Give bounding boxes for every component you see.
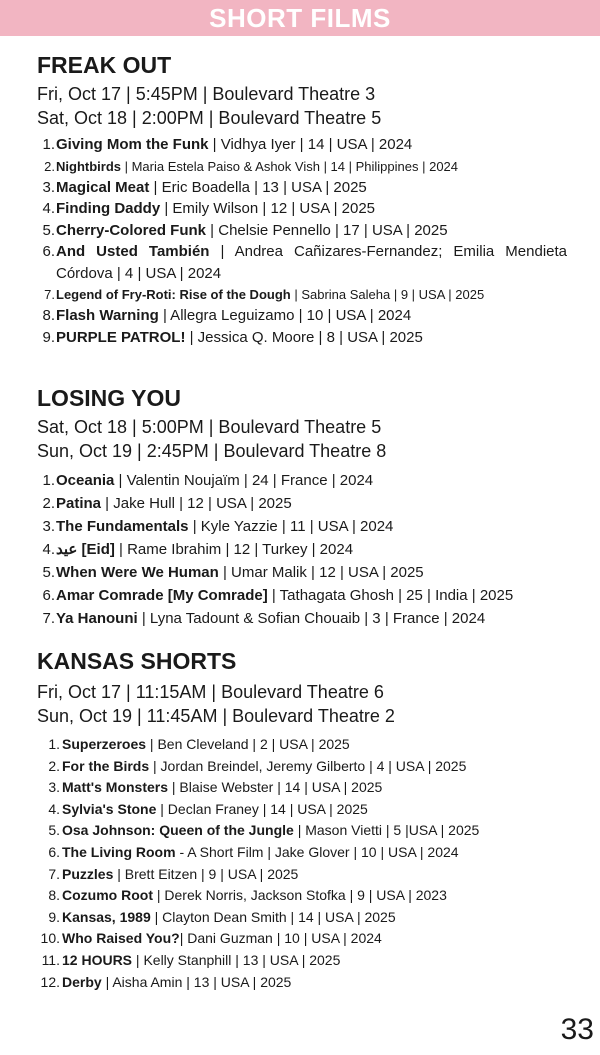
film-details: | Andrea Cañizares-Fernandez; Emilia Mendieta Córdova | 4 | USA | 2024 [56,243,568,282]
film-details: | Lyna Tadount & Sofian Chouaib | 3 | France | 2024 [137,610,486,627]
film-title: Sylvia's Stone [62,800,157,817]
showtime: Sun, Oct 19 | 2:45PM | Boulevard Theatre 8 [37,441,387,461]
film-title: Amar Comrade [My Comrade] [56,587,268,604]
film-title: Matt's Monsters [62,779,169,796]
film-title: The Fundamentals [56,518,189,535]
film-item [37,327,567,349]
film-title: Ya Hanouni [56,610,138,627]
film-title: Flash Warning [56,307,159,324]
section-kansas-shorts [37,648,567,993]
film-list [37,134,567,348]
film-number: 3. [42,518,55,535]
film-item [37,799,567,821]
film-item [37,777,567,799]
section-title: FREAK OUT [37,52,172,78]
film-title: Derby [62,973,102,990]
film-details: | Umar Malik | 12 | USA | 2025 [218,564,424,581]
film-details: | Eric Boadella | 13 | USA | 2025 [149,178,367,196]
film-item [37,864,567,886]
section-losing-you [37,385,567,630]
film-item [37,950,567,972]
film-number: 2. [48,757,60,774]
film-item [37,820,567,842]
film-details: | Kelly Stanphill | 13 | USA | 2025 [132,951,341,968]
film-details: | Valentin Noujaïm | 24 | France | 2024 [114,472,374,489]
showtime: Sat, Oct 18 | 5:00PM | Boulevard Theatre 5 [37,417,382,437]
film-number: 11. [41,951,60,968]
film-title: For the Birds [62,757,150,774]
film-details: | Allegra Leguizamo | 10 | USA | 2024 [158,307,412,324]
film-item [37,469,567,492]
film-number: 5. [48,822,60,839]
film-item [37,584,567,607]
film-title: عيد [Eid] [56,541,115,558]
film-title: Oceania [56,472,115,489]
film-item [37,842,567,864]
film-number: 1. [48,736,60,752]
film-title: Finding Daddy [56,200,161,217]
section-freak-out [37,52,567,348]
film-title: The Living Room [62,843,176,860]
showtime: Fri, Oct 17 | 11:15AM | Boulevard Theatre 6 [37,682,384,702]
film-item [37,305,567,327]
film-details: | Blaise Webster | 14 | USA | 2025 [168,779,383,796]
film-details: | Brett Eitzen | 9 | USA | 2025 [113,865,299,882]
film-details: | Vidhya Iyer | 14 | USA | 2024 [208,136,413,153]
film-number: 1. [42,136,55,153]
film-title: Who Raised You? [62,930,180,947]
film-title: Patina [56,495,102,512]
film-details: | Jake Hull | 12 | USA | 2025 [101,495,292,512]
film-details: | Derek Norris, Jackson Stofka | 9 | USA | 2023 [152,887,447,904]
film-number: 9. [42,328,55,346]
film-number: 8. [42,307,55,324]
film-item [37,607,567,630]
film-item [37,284,567,305]
section-title: LOSING YOU [37,385,181,411]
film-title: Puzzles [62,865,114,882]
film-details: - A Short Film | Jake Glover | 10 | USA | 2024 [175,843,459,860]
film-title: PURPLE PATROL! [56,328,186,346]
showtime: Sun, Oct 19 | 11:45AM | Boulevard Theatre 2 [37,706,395,726]
film-details: | Aisha Amin | 13 | USA | 2025 [101,973,292,990]
film-details: | Chelsie Pennello | 17 | USA | 2025 [206,221,448,239]
film-title: Magical Meat [56,178,150,196]
film-item [37,885,567,907]
film-title: Giving Mom the Funk [56,136,209,153]
film-item [37,241,567,284]
film-details: | Clayton Dean Smith | 14 | USA | 2025 [150,908,396,925]
film-details: | Emily Wilson | 12 | USA | 2025 [160,200,376,217]
film-item [37,515,567,538]
film-list [37,469,567,630]
film-item [37,177,567,199]
film-details: | Declan Franey | 14 | USA | 2025 [156,800,368,817]
film-item [37,928,567,950]
film-number: 2. [44,158,55,174]
film-item [37,756,567,778]
film-details: | Sabrina Saleha | 9 | USA | 2025 [290,287,485,302]
film-number: 6. [42,243,55,260]
film-number: 7. [42,610,55,627]
film-item [37,907,567,929]
film-title: And Usted También [56,243,210,260]
film-item [37,972,567,994]
film-item [37,492,567,515]
film-title: Legend of Fry-Roti: Rise of the Dough [56,287,291,302]
film-number: 5. [42,221,55,239]
film-item [37,220,567,242]
showtime: Sat, Oct 18 | 2:00PM | Boulevard Theatre 5 [37,108,382,128]
film-number: 9. [48,908,60,925]
showtime: Fri, Oct 17 | 5:45PM | Boulevard Theatre 3 [37,84,376,104]
section-title: KANSAS SHORTS [37,648,237,674]
film-details: | Dani Guzman | 10 | USA | 2024 [179,930,382,947]
film-details: | Kyle Yazzie | 11 | USA | 2024 [188,518,394,535]
film-details: | Jordan Breindel, Jeremy Gilberto | 4 | USA | 2025 [149,757,467,774]
film-number: 3. [42,178,55,196]
film-number: 5. [42,564,55,581]
film-item [37,198,567,220]
film-number: 8. [48,887,60,904]
film-number: 4. [42,200,55,217]
film-title: When Were We Human [56,564,219,581]
film-number: 2. [42,495,55,512]
film-item [37,561,567,584]
film-list [37,734,567,993]
film-details: | Mason Vietti | 5 |USA | 2025 [293,822,480,839]
film-details: | Rame Ibrahim | 12 | Turkey | 2024 [114,541,354,558]
film-item [37,134,567,156]
film-title: 12 HOURS [62,951,133,968]
film-title: Osa Johnson: Queen of the Jungle [62,822,294,839]
film-title: Cherry-Colored Funk [56,221,207,239]
page-banner: SHORT FILMS [0,0,600,36]
film-title: Nightbirds [56,158,121,174]
film-details: | Maria Estela Paiso & Ashok Vish | 14 | Philippines | 2024 [121,158,459,174]
film-number: 4. [42,541,55,558]
film-details: | Jessica Q. Moore | 8 | USA | 2025 [185,328,423,346]
film-item [37,734,567,756]
film-item [37,538,567,561]
film-number: 6. [48,843,60,860]
film-number: 6. [42,587,55,604]
film-number: 3. [48,779,60,796]
film-details: | Tathagata Ghosh | 25 | India | 2025 [267,587,514,604]
film-number: 7. [44,287,55,302]
page-number: 33 [560,1013,594,1046]
film-item [37,156,567,177]
film-title: Superzeroes [62,736,147,752]
film-details: | Ben Cleveland | 2 | USA | 2025 [146,736,350,752]
film-number: 4. [48,800,60,817]
film-title: Cozumo Root [62,887,153,904]
film-title: Kansas, 1989 [62,908,151,925]
film-number: 10. [40,930,60,947]
film-number: 12. [40,973,60,990]
film-number: 1. [42,472,55,489]
film-number: 7. [48,865,60,882]
